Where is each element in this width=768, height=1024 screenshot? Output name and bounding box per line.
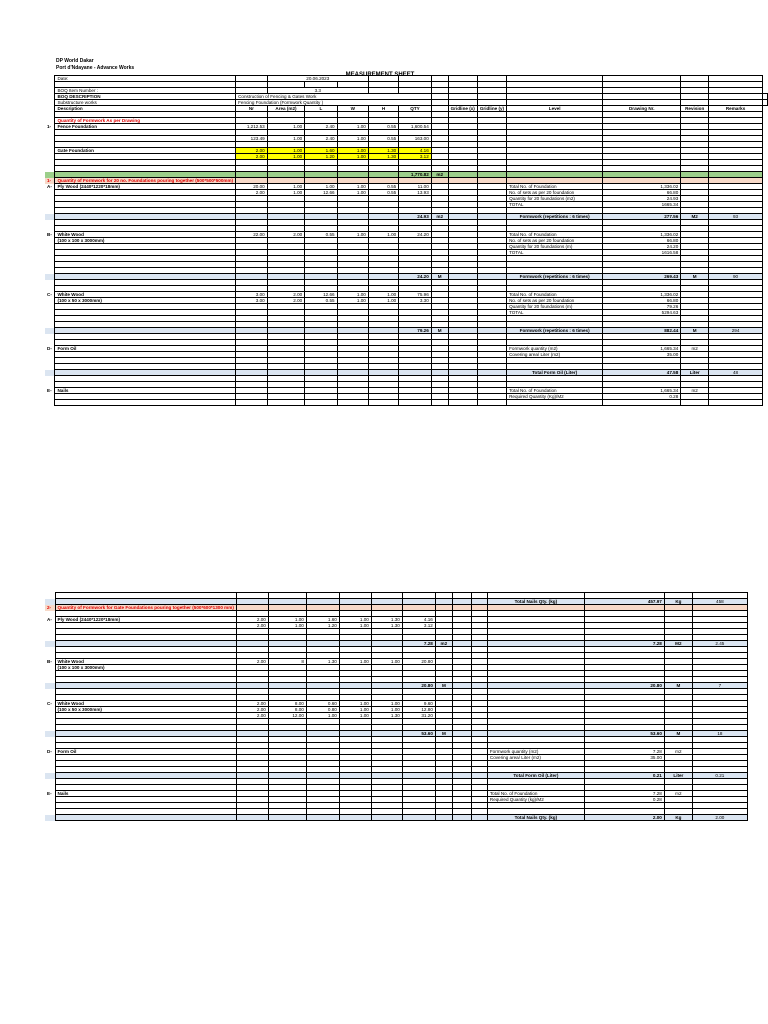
table-cell	[55, 815, 236, 821]
subtotal-unit: m2	[431, 214, 448, 220]
column-header: H	[368, 106, 398, 112]
subtotal-value: 7.28	[584, 641, 664, 647]
table-cell: Quantity for 20 foundations (m2)	[507, 196, 603, 202]
subtotal-unit2: M2	[681, 214, 709, 220]
column-header: Area (m2)	[267, 106, 305, 112]
value-cell: 2.00	[236, 154, 268, 160]
measurement-table-top	[45, 75, 768, 406]
total-unit: m2	[431, 172, 448, 178]
table-row	[45, 400, 768, 406]
subtotal-unit2: Liter	[664, 773, 692, 779]
subtotal-unit2: Kg	[664, 815, 692, 821]
table-cell	[435, 815, 452, 821]
info-value: 1,336.02	[603, 232, 681, 238]
subtotal-desc: Formwork (repetitions : 6 times)	[507, 214, 603, 220]
info-value: 66.80	[603, 190, 681, 196]
column-header: Revision	[681, 106, 709, 112]
info-value: 35.00	[603, 352, 681, 358]
info-value: 7.28	[584, 749, 664, 755]
table-cell	[448, 400, 477, 406]
subtotal-unit2: M	[664, 683, 692, 689]
subtotal-value: 2.00	[584, 815, 664, 821]
info-label: Formwork quantity (m2)	[507, 346, 603, 352]
value-cell: 1.00	[337, 124, 368, 130]
subtotal-unit: m2	[435, 641, 452, 647]
info-label: Required Quantity (Kg)/M2	[507, 394, 603, 400]
value-cell: 3.00	[236, 292, 268, 298]
value-cell: 75.96	[399, 292, 432, 298]
item-label: (100 x 50 x 3000mm)	[55, 298, 236, 304]
table-cell	[368, 400, 398, 406]
subtotal-qty: 24.20	[399, 274, 432, 280]
measurement-table-bottom	[45, 592, 748, 821]
subtotal-unit2: M	[681, 328, 709, 334]
table-cell: 24.93	[603, 196, 681, 202]
subtotal-unit2: M2	[664, 641, 692, 647]
subtotal-unit: M	[431, 328, 448, 334]
table-cell	[45, 400, 55, 406]
subtotal-unit2: Liter	[681, 370, 709, 376]
value-cell: 1.00	[337, 292, 368, 298]
info-label: Covering area/ Liter (m2)	[507, 352, 603, 358]
value-cell: 2.00	[267, 232, 305, 238]
table-cell: 1665.34	[603, 202, 681, 208]
boq-item-label: BOQ Item Number :	[55, 88, 236, 94]
date-label: Date:	[55, 76, 236, 82]
subtotal-unit: M	[435, 683, 452, 689]
table-cell	[681, 400, 709, 406]
value-cell: 1.30	[368, 148, 398, 154]
info-label: Total No. of Foundation	[507, 184, 603, 190]
value-cell: 1.30	[306, 659, 339, 665]
value-cell: 0.55	[368, 190, 398, 196]
subtotal-unit2: Kg	[664, 599, 692, 605]
item-label: White Wood	[55, 232, 236, 238]
info-value: 1,665.34	[603, 388, 681, 394]
table-cell: (100 x 100 x 3000mm)	[55, 665, 236, 671]
value-cell: 1.00	[305, 184, 337, 190]
value-cell: 1.00	[337, 232, 368, 238]
subtotal-desc: Total Form Oil (Liter)	[487, 773, 584, 779]
info-value: 1,336.02	[603, 292, 681, 298]
item-label: Gate Foundation	[55, 148, 236, 154]
table-cell	[452, 815, 471, 821]
info-value: 35.00	[584, 755, 664, 761]
value-cell: 1.00	[337, 298, 368, 304]
info-value: 0.28	[603, 394, 681, 400]
boq-desc-label: BOQ DESCRIPTION	[55, 94, 236, 100]
item-number: D-	[47, 346, 52, 351]
item-label: Nails	[55, 388, 236, 394]
value-cell: 1.00	[267, 190, 305, 196]
info-value: 0.28	[584, 797, 664, 803]
value-cell: 22.00	[236, 232, 268, 238]
column-header: QTY	[399, 106, 432, 112]
value-cell: 1.00	[339, 617, 371, 623]
value-cell: 2.00	[236, 617, 268, 623]
item-number: 1-	[47, 124, 52, 129]
info-label: No. of sets as per 20 foundation	[507, 190, 603, 196]
column-header: L	[305, 106, 337, 112]
value-cell: 1.00	[371, 707, 402, 713]
value-cell: 12.00	[268, 713, 306, 719]
value-cell: 0.55	[305, 298, 337, 304]
item-label: Ply Wood (2440*1220*18mm)	[55, 617, 236, 623]
value-cell: 2.00	[236, 623, 268, 629]
column-header: Gridline (y)	[477, 106, 506, 112]
info-unit: m2	[681, 388, 709, 394]
value-cell: 0.60	[306, 701, 339, 707]
value-cell: 2.40	[305, 124, 337, 130]
value-cell: 1,212.53	[236, 124, 268, 130]
item-label: White Wood	[55, 292, 236, 298]
table-cell	[268, 815, 306, 821]
table-cell: No. of sets as per 20 foundation	[507, 238, 603, 244]
table-cell: 5294.63	[603, 310, 681, 316]
section-title: Quantity of Formwork As per Drawing	[55, 118, 236, 124]
item-number: A-	[47, 617, 52, 622]
subtotal-remarks: 2.00	[692, 815, 747, 821]
table-cell: Quantity for 20 foundations (m)	[507, 244, 603, 250]
column-header: W	[337, 106, 368, 112]
table-cell	[305, 400, 337, 406]
value-cell: 8	[268, 659, 306, 665]
value-cell: 13.93	[399, 190, 432, 196]
table-cell	[45, 815, 55, 821]
value-cell: 12.66	[305, 292, 337, 298]
value-cell: 1.00	[339, 701, 371, 707]
table-cell	[477, 400, 506, 406]
column-header: Remarks	[709, 106, 763, 112]
column-header: Drawing Nr.	[603, 106, 681, 112]
value-cell: 1.30	[371, 617, 402, 623]
item-label: (100 x 50 x 3000mm)	[55, 707, 236, 713]
subtotal-remarks: 458	[692, 599, 747, 605]
value-cell: 3.00	[236, 298, 268, 304]
table-cell: Quantity for 20 foundations (m)	[507, 304, 603, 310]
value-cell: 0.80	[306, 707, 339, 713]
subtotal-value: 269.43	[603, 274, 681, 280]
value-cell: 1.00	[267, 154, 305, 160]
item-label: White Wood	[55, 701, 236, 707]
value-cell: 31.20	[402, 713, 435, 719]
info-value: 66.80	[603, 298, 681, 304]
value-cell: 1.00	[268, 623, 306, 629]
info-label: Total No. of Foundation	[487, 791, 584, 797]
boq-desc-value: Construction of Fencing & Gates Work	[236, 94, 432, 100]
table-cell	[471, 815, 487, 821]
value-cell: 1.00	[267, 136, 305, 142]
table-cell	[339, 815, 371, 821]
table-cell: (100 x 100 x 3000mm)	[55, 238, 236, 244]
value-cell: 12.66	[305, 190, 337, 196]
subtotal-remarks: 2.45	[692, 641, 747, 647]
value-cell: 3.12	[402, 623, 435, 629]
subtotal-desc: Total Nails Qty. (kg)	[487, 599, 584, 605]
subtotal-remarks: 93	[709, 214, 763, 220]
subtotal-value: 0.21	[584, 773, 664, 779]
item-label: Form Oil	[55, 749, 236, 755]
value-cell: 4.16	[399, 148, 432, 154]
value-cell: 1.60	[306, 617, 339, 623]
value-cell: 0.55	[368, 184, 398, 190]
total-qty: 1,770.82	[399, 172, 432, 178]
subtotal-value: 882.44	[603, 328, 681, 334]
table-cell: TOTAL	[507, 310, 603, 316]
subtotal-unit2: M	[681, 274, 709, 280]
value-cell: 1.00	[339, 659, 371, 665]
value-cell: 0.55	[368, 136, 398, 142]
value-cell: 1.00	[337, 190, 368, 196]
value-cell: 1.00	[267, 124, 305, 130]
value-cell: 9.60	[402, 701, 435, 707]
column-header: Gridline (x)	[448, 106, 477, 112]
info-label: Required Quantity (kg)/M2	[487, 797, 584, 803]
value-cell: 24.20	[399, 232, 432, 238]
project-name: Port d'Ndayane - Advance Works	[56, 65, 135, 71]
info-unit: m2	[681, 346, 709, 352]
table-cell	[55, 400, 236, 406]
subtotal-desc: Total Form Oil (Liter)	[507, 370, 603, 376]
value-cell: 1.00	[337, 154, 368, 160]
table-cell: 24.20	[603, 244, 681, 250]
subtotal-remarks: 0.21	[692, 773, 747, 779]
info-unit: m2	[664, 791, 692, 797]
value-cell: 1.20	[305, 154, 337, 160]
item-number: E-	[47, 388, 52, 393]
info-value: 1,336.02	[603, 184, 681, 190]
value-cell: 1.30	[371, 713, 402, 719]
subtotal-value: 47.58	[603, 370, 681, 376]
value-cell: 1.00	[368, 292, 398, 298]
subtotal-remarks: 294	[709, 328, 763, 334]
value-cell: 1.00	[337, 148, 368, 154]
value-cell: 2.00	[236, 701, 268, 707]
column-header: Nr	[236, 106, 268, 112]
subtotal-desc: Formwork (repetitions : 6 times)	[507, 328, 603, 334]
table-cell	[507, 400, 603, 406]
info-label: Total No. of Foundation	[507, 292, 603, 298]
value-cell: 1.00	[339, 623, 371, 629]
item-number: B-	[47, 659, 52, 664]
subtotal-qty: 7.28	[402, 641, 435, 647]
value-cell: 8.00	[268, 701, 306, 707]
value-cell: 2.00	[236, 148, 268, 154]
subtotal-desc: Formwork (repetitions : 6 times)	[507, 274, 603, 280]
item-number: E-	[47, 791, 52, 796]
table-cell	[371, 815, 402, 821]
column-header: Level	[507, 106, 603, 112]
item-label: Form Oil	[55, 346, 236, 352]
table-cell	[399, 400, 432, 406]
value-cell: 1.30	[371, 623, 402, 629]
info-label: No. of sets as per 20 foundation	[507, 298, 603, 304]
value-cell: 0.55	[368, 124, 398, 130]
value-cell: 1.00	[368, 298, 398, 304]
value-cell: 2.00	[236, 713, 268, 719]
section-title: Quantity of Formwork for 20 no. Foundations pouring together (500*500*500mm)	[55, 178, 236, 184]
value-cell: 1.00	[306, 713, 339, 719]
value-cell: 1.00	[371, 659, 402, 665]
column-header: Description	[55, 106, 236, 112]
table-cell: 66.80	[603, 238, 681, 244]
table-cell: TOTAL	[507, 250, 603, 256]
substructure-value: Fencing Foundation (Formwork Quantity )	[236, 100, 432, 106]
info-unit: m2	[664, 749, 692, 755]
date-value: 20.06.2023	[267, 76, 368, 82]
sheet-title: MEASUREMENT SHEET	[345, 72, 415, 78]
subtotal-qty: 79.26	[399, 328, 432, 334]
company-name: DP World Dakar	[56, 58, 94, 64]
item-label: Nails	[55, 791, 236, 797]
value-cell: 123.49	[236, 136, 268, 142]
section-number: 2-	[47, 605, 52, 610]
value-cell: 2.00	[267, 298, 305, 304]
subtotal-remarks: 48	[709, 370, 763, 376]
item-number: D-	[47, 749, 52, 754]
info-value: 7.28	[584, 791, 664, 797]
info-value: 1,665.34	[603, 346, 681, 352]
subtotal-value: 20.80	[584, 683, 664, 689]
subtotal-qty: 20.80	[402, 683, 435, 689]
value-cell: 2.00	[236, 707, 268, 713]
value-cell: 3.12	[399, 154, 432, 160]
subtotal-desc: Total Nails Qty. (kg)	[487, 815, 584, 821]
subtotal-unit2: M	[664, 731, 692, 737]
table-cell	[603, 400, 681, 406]
table-cell	[431, 400, 448, 406]
table-cell: TOTAL	[507, 202, 603, 208]
item-number: B-	[47, 232, 52, 237]
value-cell: 1.60	[305, 148, 337, 154]
table-cell	[402, 815, 435, 821]
item-label: White Wood	[55, 659, 236, 665]
info-label: Total No. of Foundation	[507, 232, 603, 238]
value-cell: 1.00	[267, 184, 305, 190]
value-cell: 1.20	[306, 623, 339, 629]
table-cell	[763, 100, 768, 106]
value-cell: 1.00	[339, 713, 371, 719]
subtotal-qty: 24.93	[399, 214, 432, 220]
value-cell: 1.00	[339, 707, 371, 713]
table-cell	[267, 400, 305, 406]
subtotal-value: 277.56	[603, 214, 681, 220]
item-number: C-	[47, 701, 52, 706]
subtotal-value: 53.60	[584, 731, 664, 737]
item-label: Fence Foundation	[55, 124, 236, 130]
subtotal-unit: M	[435, 731, 452, 737]
value-cell: 1.00	[267, 148, 305, 154]
subtotal-unit: M	[431, 274, 448, 280]
value-cell: 2.40	[305, 136, 337, 142]
value-cell: 2.00	[236, 190, 268, 196]
boq-item-value: 3.3	[267, 88, 368, 94]
section-title: Quantity of Formwork for Gate Foundations pouring together (500*600*1300 mm)	[55, 605, 236, 611]
info-label: Formwork quantity (m2)	[487, 749, 584, 755]
table-cell: 79.26	[603, 304, 681, 310]
value-cell: 20.00	[236, 184, 268, 190]
item-number: C-	[47, 292, 52, 297]
value-cell: 1.30	[368, 154, 398, 160]
item-number: A-	[47, 184, 52, 189]
item-label: Ply Wood (2440*1220*18mm)	[55, 184, 236, 190]
value-cell: 20.80	[402, 659, 435, 665]
subtotal-qty: 53.60	[402, 731, 435, 737]
table-cell	[236, 815, 268, 821]
info-label: Total No. of Foundation	[507, 388, 603, 394]
table-cell: 1616.58	[603, 250, 681, 256]
value-cell: 4.16	[402, 617, 435, 623]
value-cell: 1.00	[371, 701, 402, 707]
table-cell	[236, 400, 268, 406]
value-cell: 2.00	[236, 659, 268, 665]
subtotal-remarks: 90	[709, 274, 763, 280]
subtotal-value: 457.97	[584, 599, 664, 605]
value-cell: 8.00	[268, 707, 306, 713]
value-cell: 1,600.54	[399, 124, 432, 130]
value-cell: 1.00	[337, 184, 368, 190]
value-cell: 1.00	[268, 617, 306, 623]
subtotal-remarks: 7	[692, 683, 747, 689]
section-number: 1-	[47, 178, 52, 183]
value-cell: 3.30	[399, 298, 432, 304]
table-row	[45, 815, 747, 821]
table-cell	[709, 400, 763, 406]
info-label: Covering area/ Liter (m2)	[487, 755, 584, 761]
value-cell: 11.00	[399, 184, 432, 190]
value-cell: 1.00	[368, 232, 398, 238]
value-cell: 0.55	[305, 232, 337, 238]
value-cell: 2.00	[267, 292, 305, 298]
subtotal-remarks: 18	[692, 731, 747, 737]
value-cell: 1.00	[337, 136, 368, 142]
substructure-label: Substructure works	[55, 100, 236, 106]
table-cell	[306, 815, 339, 821]
table-cell	[337, 400, 368, 406]
value-cell: 12.80	[402, 707, 435, 713]
value-cell: 163.00	[399, 136, 432, 142]
